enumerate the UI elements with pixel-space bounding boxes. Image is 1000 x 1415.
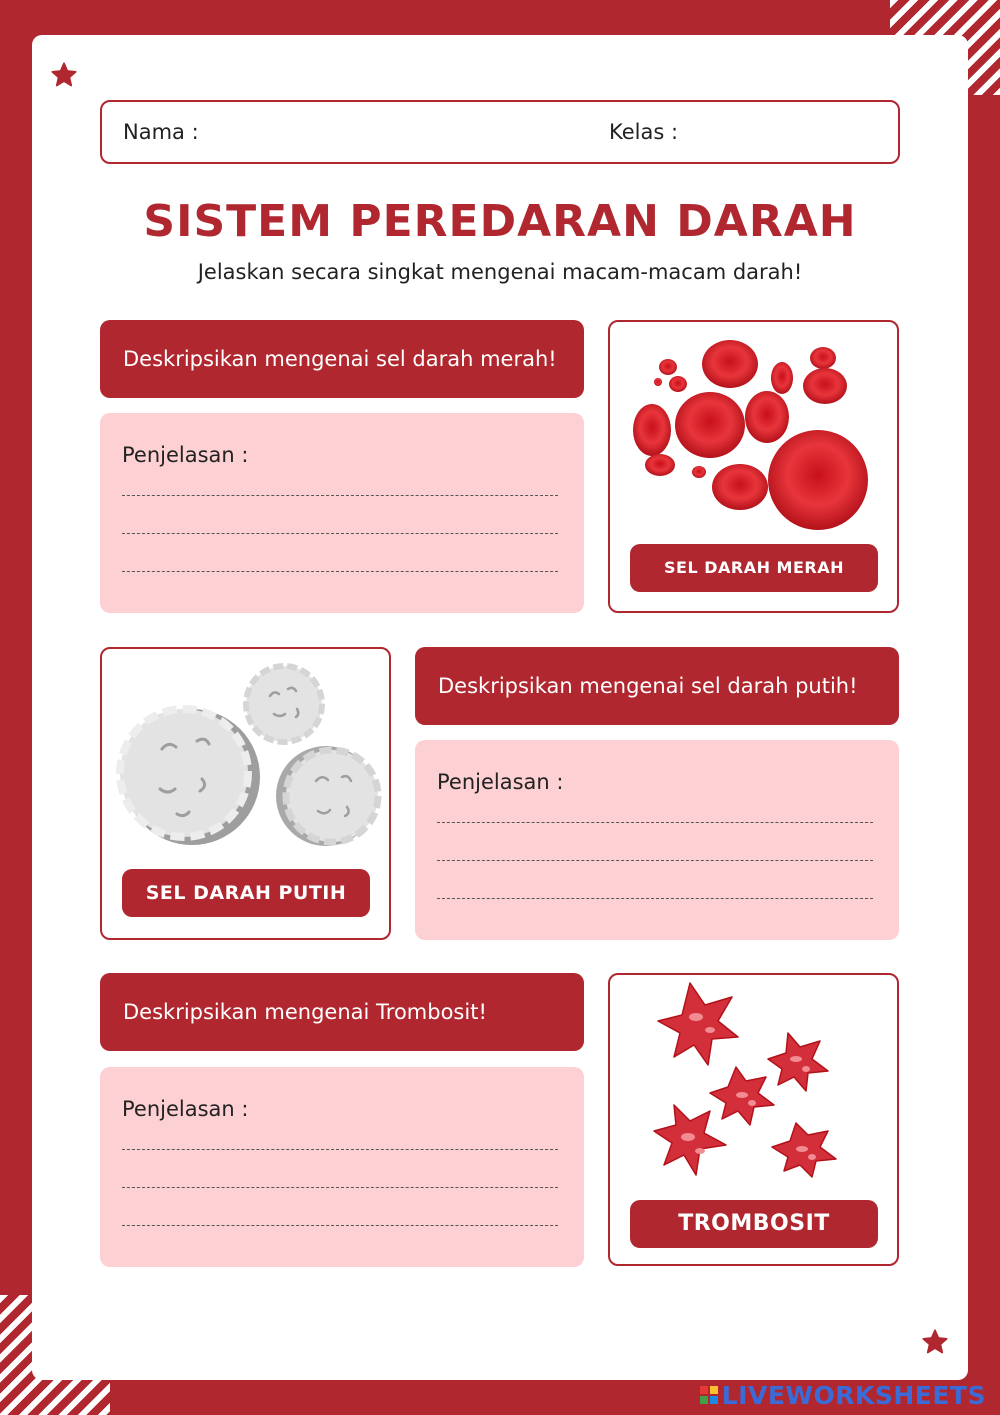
watermark-text: LIVEWORKSHEETS	[721, 1380, 986, 1410]
answer-box-platelet[interactable]	[100, 1067, 584, 1267]
white-blood-cell-label: SEL DARAH PUTIH	[122, 869, 370, 917]
question-platelet: Deskripsikan mengenai Trombosit!	[100, 973, 584, 1051]
red-blood-cells-illustration	[610, 322, 899, 552]
answer-line[interactable]	[122, 1149, 558, 1150]
platelet-label: TROMBOSIT	[630, 1200, 878, 1248]
red-blood-cell-card	[608, 320, 899, 613]
white-blood-cells-illustration	[102, 649, 391, 869]
answer-line[interactable]	[122, 1187, 558, 1188]
answer-label: Penjelasan :	[437, 770, 564, 794]
answer-line[interactable]	[122, 533, 558, 534]
answer-line[interactable]	[437, 860, 873, 861]
platelets-illustration	[610, 975, 899, 1200]
platelet-card	[608, 973, 899, 1266]
red-blood-cell-label: SEL DARAH MERAH	[630, 544, 878, 592]
answer-line[interactable]	[122, 1225, 558, 1226]
star-icon	[50, 61, 78, 89]
answer-label: Penjelasan :	[122, 1097, 249, 1121]
liveworksheets-logo-icon	[700, 1386, 718, 1404]
answer-box-red-blood-cell[interactable]	[100, 413, 584, 613]
answer-line[interactable]	[437, 898, 873, 899]
answer-line[interactable]	[437, 822, 873, 823]
class-field-label: Kelas :	[609, 120, 679, 144]
liveworksheets-watermark[interactable]	[700, 1381, 986, 1409]
page-title: SISTEM PEREDARAN DARAH	[143, 196, 857, 247]
star-icon	[921, 1328, 949, 1356]
white-blood-cell-card	[100, 647, 391, 940]
name-field-label: Nama :	[123, 120, 199, 144]
answer-line[interactable]	[122, 495, 558, 496]
answer-line[interactable]	[122, 571, 558, 572]
page-subtitle: Jelaskan secara singkat mengenai macam-macam darah!	[197, 260, 803, 284]
question-white-blood-cell: Deskripsikan mengenai sel darah putih!	[415, 647, 899, 725]
answer-box-white-blood-cell[interactable]	[415, 740, 899, 940]
student-info-box	[100, 100, 900, 164]
answer-label: Penjelasan :	[122, 443, 249, 467]
question-red-blood-cell: Deskripsikan mengenai sel darah merah!	[100, 320, 584, 398]
